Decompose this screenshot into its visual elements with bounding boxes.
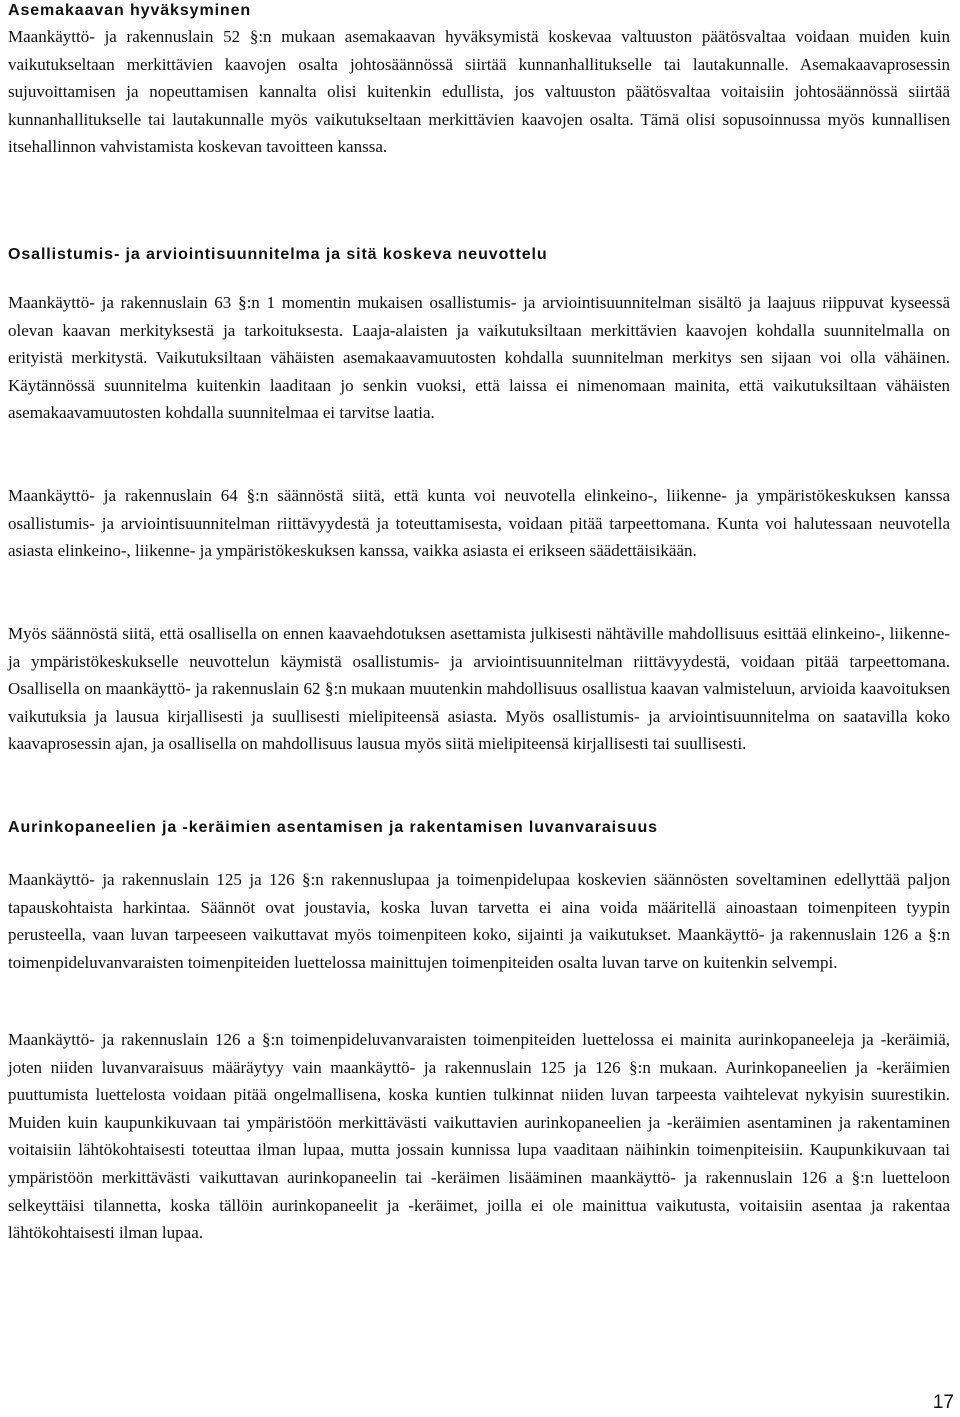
section-heading-asemakaavan-hyvaksyminen: Asemakaavan hyväksyminen: [8, 2, 252, 19]
paragraph: Maankäyttö- ja rakennuslain 126 a §:n toimenpideluvanvaraisten toimenpiteiden luettelossa ei mainita aurinkopaneeleja ja -keräimiä, joten niiden luvanvaraisuus määräytyy vain maankäyttö- ja rakennuslain 125 ja 126 §:n mukaan. Aurinkopaneelien ja -keräimien puuttumista luettelosta voidaan pitää ongelmallisena, koska kuntien tulkinnat niiden luvan tarpeesta vaihtelevat nykyisin suurestikin. Muiden kuin kaupunkikuvaan tai ympäristöön merkittävästi vaikuttavien aurinkopaneelien ja -keräimien asentaminen ja rakentaminen voitaisiin lähtökohtaisesti toteuttaa ilman lupaa, mutta jossain kunnissa lupa vaaditaan näihinkin toimenpiteisiin. Kaupunkikuvaan tai ympäristöön merkittävästi vaikuttavan aurinkopaneelin tai -keräimen lisääminen maankäyttö- ja rakennuslain 126 a §:n luetteloon selkeyttäisi tilannetta, koska tällöin aurinkopaneelit ja -keräimet, joilla ei ole mainittua vaikutusta, voitaisiin asentaa ja rakentaa lähtökohtaisesti ilman lupaa.: [8, 1030, 950, 1243]
page-number: 17: [932, 1392, 954, 1413]
paragraph: Maankäyttö- ja rakennuslain 63 §:n 1 momentin mukaisen osallistumis- ja arviointisuunnitelman sisältö ja laajuus riippuvat kyseessä olevan kaavan merkityksestä ja tarkoituksesta. Laaja-alaisten ja vaikutuksiltaan merkittävien kaavojen kohdalla suunnitelmalla on erityistä merkitystä. Vaikutuksiltaan vähäisten asemakaavamuutosten kohdalla suunnitelman merkitys sen sijaan voi olla vähäinen. Käytännössä suunnitelma kuitenkin laaditaan jo senkin vuoksi, että laissa ei nimenomaan mainita, että vaikutuksiltaan vähäisten asemakaavamuutosten kohdalla suunnitelmaa ei tarvitse laatia.: [8, 293, 950, 423]
paragraph: Maankäyttö- ja rakennuslain 52 §:n mukaan asemakaavan hyväksymistä koskevaa valtuuston päätösvaltaa voidaan muiden kuin vaikutukseltaan merkittävien kaavojen osalta johtosäännössä siirtää kunnanhallitukselle tai lautakunnalle. Asemakaavaprosessin sujuvoittamisen ja nopeuttamisen kannalta olisi kuitenkin edullista, jos valtuuston päätösvaltaa voitaisiin johtosäännössä siirtää kunnanhallitukselle tai lautakunnalle myös vaikutukseltaan merkittävien kaavojen osalta. Tämä olisi sopusoinnussa myös kunnallisen itsehallinnon vahvistamista koskevan tavoitteen kanssa.: [8, 27, 950, 157]
section-heading-osallistumis-ja-arviointisuunnitelma: Osallistumis- ja arviointisuunnitelma ja sitä koskeva neuvottelu: [8, 246, 548, 263]
paragraph: Myös säännöstä siitä, että osallisella on ennen kaavaehdotuksen asettamista julkisesti nähtäville mahdollisuus esittää elinkeino-, liikenne- ja ympäristökeskukselle neuvottelun käymistä osallistumis- ja arviointisuunnitelman riittävyydestä, voidaan pitää tarpeettomana. Osallisella on maankäyttö- ja rakennuslain 62 §:n mukaan muutenkin mahdollisuus osallistua kaavan valmisteluun, arvioida kaavoituksen vaikutuksia ja lausua kirjallisesti ja suullisesti mielipiteensä asiasta. Myös osallistumis- ja arviointisuunnitelma on saatavilla koko kaavaprosessin ajan, ja osallisella on mahdollisuus lausua myös siitä mielipiteensä kirjallisesti tai suullisesti.: [8, 624, 950, 754]
section-heading-aurinkopaneelien-luvanvaraisuus: Aurinkopaneelien ja -keräimien asentamisen ja rakentamisen luvanvaraisuus: [8, 819, 658, 836]
paragraph: Maankäyttö- ja rakennuslain 64 §:n säännöstä siitä, että kunta voi neuvotella elinkeino-, liikenne- ja ympäristökeskuksen kanssa osallistumis- ja arviointisuunnitelman riittävyydestä ja toteuttamisesta, voidaan pitää tarpeettomana. Kunta voi halutessaan neuvotella asiasta elinkeino-, liikenne- ja ympäristökeskuksen kanssa, vaikka asiasta ei erikseen säädettäisikään.: [8, 486, 950, 561]
paragraph: Maankäyttö- ja rakennuslain 125 ja 126 §:n rakennuslupaa ja toimenpidelupaa koskevien säännösten soveltaminen edellyttää paljon tapauskohtaista harkintaa. Säännöt ovat joustavia, koska luvan tarvetta ei aina voida määritellä ainoastaan toimenpiteen tyypin perusteella, vaan luvan tarpeeseen vaikuttavat myös toimenpiteen koko, sijainti ja vaikutukset. Maankäyttö- ja rakennuslain 126 a §:n toimenpideluvanvaraisten toimenpiteiden luettelossa mainittujen toimenpiteiden osalta luvan tarve on kuitenkin selvempi.: [8, 870, 950, 972]
